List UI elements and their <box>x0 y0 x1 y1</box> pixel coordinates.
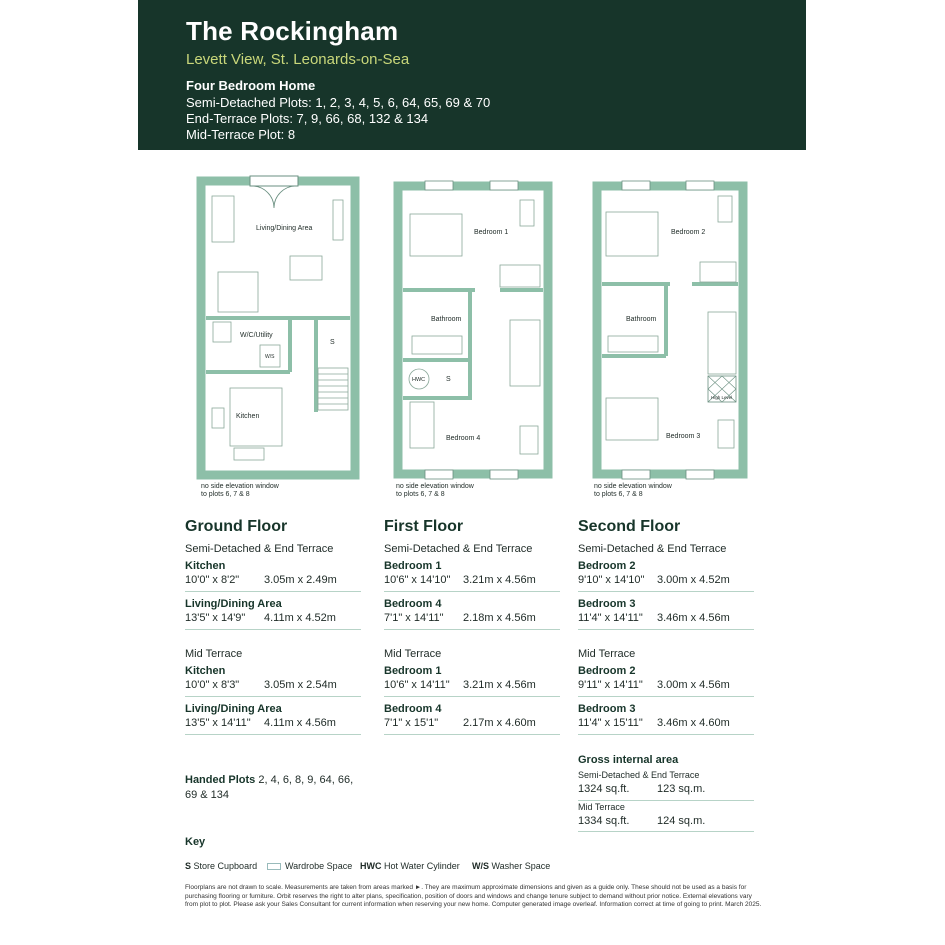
ground-mid-room-2-metric: 4.11m x 4.56m <box>264 717 336 729</box>
first-bed1-label: Bedroom 1 <box>474 229 509 236</box>
divider <box>578 696 754 697</box>
first-note-2: to plots 6, 7 & 8 <box>396 491 445 498</box>
first-store-label: S <box>446 376 451 383</box>
gross-mid-sqft: 1334 sq.ft. <box>578 815 630 827</box>
second-mid-room-1-imperial: 9'11" x 14'11" <box>578 679 643 691</box>
key-ws <box>472 861 550 871</box>
ground-wc-label: W/C/Utility <box>240 332 273 339</box>
ground-semi-label: Semi-Detached & End Terrace <box>185 543 334 555</box>
plot-line-end: End-Terrace Plots: 7, 9, 66, 68, 132 & 134 <box>186 111 429 126</box>
second-semi-room-1-imperial: 9'10" x 14'10" <box>578 574 645 586</box>
key-hwc-label: Hot Water Cylinder <box>384 861 460 871</box>
first-floor-heading: First Floor <box>384 518 464 535</box>
key-hwc <box>360 861 460 871</box>
gross-semi-label: Semi-Detached & End Terrace <box>578 770 700 780</box>
ground-kitchen-label: Kitchen <box>236 413 260 420</box>
first-mid-room-2-name: Bedroom 4 <box>384 703 442 715</box>
key-ws-label: Washer Space <box>491 861 551 871</box>
second-mid-room-2-imperial: 11'4" x 15'11" <box>578 717 643 729</box>
key-wardrobe <box>267 861 352 871</box>
first-semi-room-2-imperial: 7'1" x 14'11" <box>384 612 444 624</box>
first-semi-room-1-metric: 3.21m x 4.56m <box>463 574 536 586</box>
key-store-symbol: S <box>185 861 192 871</box>
second-bed3-label: Bedroom 3 <box>666 433 701 440</box>
ground-living-label: Living/Dining Area <box>256 225 313 232</box>
ground-mid-label: Mid Terrace <box>185 648 243 660</box>
second-semi-room-2-imperial: 11'4" x 14'11" <box>578 612 643 624</box>
first-hwc-label: HWC <box>412 377 426 383</box>
second-semi-room-1-name: Bedroom 2 <box>578 560 636 572</box>
second-semi-label: Semi-Detached & End Terrace <box>578 543 727 555</box>
handed-plots-label: Handed Plots <box>185 774 256 786</box>
first-semi-room-2-metric: 2.18m x 4.56m <box>463 612 536 624</box>
ground-mid-room-2-name: Living/Dining Area <box>185 703 282 715</box>
first-mid-label: Mid Terrace <box>384 648 442 660</box>
ground-semi-room-2-metric: 4.11m x 4.52m <box>264 612 336 624</box>
ground-semi-room-1-metric: 3.05m x 2.49m <box>264 574 337 586</box>
wardrobe-swatch-icon <box>267 863 281 870</box>
first-floor-plan <box>396 181 548 498</box>
divider <box>384 696 560 697</box>
divider <box>384 734 560 735</box>
gross-semi-sqft: 1324 sq.ft. <box>578 783 630 795</box>
first-note-1: no side elevation window <box>396 483 474 490</box>
second-mid-room-1-metric: 3.00m x 4.56m <box>657 679 730 691</box>
first-bed4-label: Bedroom 4 <box>446 435 481 442</box>
second-mid-room-1-name: Bedroom 2 <box>578 665 636 677</box>
home-type: Four Bedroom Home <box>186 78 316 93</box>
first-mid-room-1-metric: 3.21m x 4.56m <box>463 679 536 691</box>
first-mid-room-2-imperial: 7'1" x 15'1" <box>384 717 439 729</box>
first-mid-room-2-metric: 2.17m x 4.60m <box>463 717 536 729</box>
ground-ws-label: W/S <box>265 354 275 360</box>
divider <box>185 696 361 697</box>
key-store-label: Store Cupboard <box>193 861 258 871</box>
second-semi-room-2-name: Bedroom 3 <box>578 598 636 610</box>
ground-semi-room-1-imperial: 10'0" x 8'2" <box>185 574 240 586</box>
plot-line-mid: Mid-Terrace Plot: 8 <box>186 127 296 142</box>
ground-note-1: no side elevation window <box>201 483 279 490</box>
ground-mid-room-1-imperial: 10'0" x 8'3" <box>185 679 240 691</box>
ground-store-label: S <box>330 339 335 346</box>
divider <box>185 629 361 630</box>
first-semi-room-1-name: Bedroom 1 <box>384 560 442 572</box>
second-mid-label: Mid Terrace <box>578 648 636 660</box>
divider <box>578 591 754 592</box>
handed-plots <box>185 774 353 786</box>
divider <box>578 734 754 735</box>
disclaimer: Floorplans are not drawn to scale. Measurements are taken from areas marked ►. They are maximum approximate dimensions and given as a guide only. These should not be used as a basis for purchasing flooring or furniture. Orbit reserves the right to alter plans, specification, position of doors and windows and change tenure subject to demand without prior notice. External elevations vary from plot to plot. Please ask your Sales Consultant for current information when reserving your new home. Computer generated image overleaf. Information correct at time of going to print. March 2025. <box>185 884 762 908</box>
first-mid-room-1-name: Bedroom 1 <box>384 665 442 677</box>
second-semi-room-2-metric: 3.46m x 4.56m <box>657 612 730 624</box>
development-location: Levett View, St. Leonards-on-Sea <box>186 51 410 68</box>
second-bathroom-label: Bathroom <box>626 316 657 323</box>
gross-mid-sqm: 124 sq.m. <box>657 815 706 827</box>
second-mid-room-2-metric: 3.46m x 4.60m <box>657 717 730 729</box>
ground-floor-heading: Ground Floor <box>185 518 288 535</box>
first-semi-room-1-imperial: 10'6" x 14'10" <box>384 574 451 586</box>
second-floor-heading: Second Floor <box>578 518 681 535</box>
key-hwc-symbol: HWC <box>360 861 382 871</box>
divider <box>185 734 361 735</box>
divider <box>578 831 754 832</box>
ground-mid-room-1-name: Kitchen <box>185 665 226 677</box>
key-store <box>185 861 257 871</box>
divider <box>578 629 754 630</box>
gross-area-heading: Gross internal area <box>578 754 679 766</box>
second-floor-plan <box>594 181 743 498</box>
key-ws-symbol: W/S <box>472 861 489 871</box>
first-bathroom-label: Bathroom <box>431 316 462 323</box>
handed-plots-line-1: 2, 4, 6, 8, 9, 64, 66, <box>258 774 354 786</box>
ground-note-2: to plots 6, 7 & 8 <box>201 491 250 498</box>
second-mid-room-2-name: Bedroom 3 <box>578 703 636 715</box>
divider <box>578 800 754 801</box>
plot-line-semi: Semi-Detached Plots: 1, 2, 3, 4, 5, 6, 64, 65, 69 & 70 <box>186 95 491 110</box>
ground-semi-room-1-name: Kitchen <box>185 560 226 572</box>
first-mid-room-1-imperial: 10'6" x 14'11" <box>384 679 450 691</box>
second-semi-room-1-metric: 3.00m x 4.52m <box>657 574 730 586</box>
second-high-level-label: High Level <box>711 395 733 400</box>
key-heading: Key <box>185 836 206 848</box>
handed-plots-line-2: 69 & 134 <box>185 789 230 801</box>
second-note-1: no side elevation window <box>594 483 672 490</box>
ground-floor-plan <box>201 176 355 498</box>
key-wardrobe-label: Wardrobe Space <box>285 861 353 871</box>
page-title: The Rockingham <box>186 16 399 46</box>
gross-mid-label: Mid Terrace <box>578 802 625 812</box>
divider <box>185 591 361 592</box>
first-semi-room-2-name: Bedroom 4 <box>384 598 442 610</box>
divider <box>384 591 560 592</box>
ground-semi-room-2-imperial: 13'5" x 14'9" <box>185 612 246 624</box>
gross-semi-sqm: 123 sq.m. <box>657 783 706 795</box>
ground-mid-room-1-metric: 3.05m x 2.54m <box>264 679 337 691</box>
ground-semi-room-2-name: Living/Dining Area <box>185 598 282 610</box>
second-bed2-label: Bedroom 2 <box>671 229 706 236</box>
second-note-2: to plots 6, 7 & 8 <box>594 491 643 498</box>
first-semi-label: Semi-Detached & End Terrace <box>384 543 533 555</box>
divider <box>384 629 560 630</box>
ground-mid-room-2-imperial: 13'5" x 14'11" <box>185 717 251 729</box>
